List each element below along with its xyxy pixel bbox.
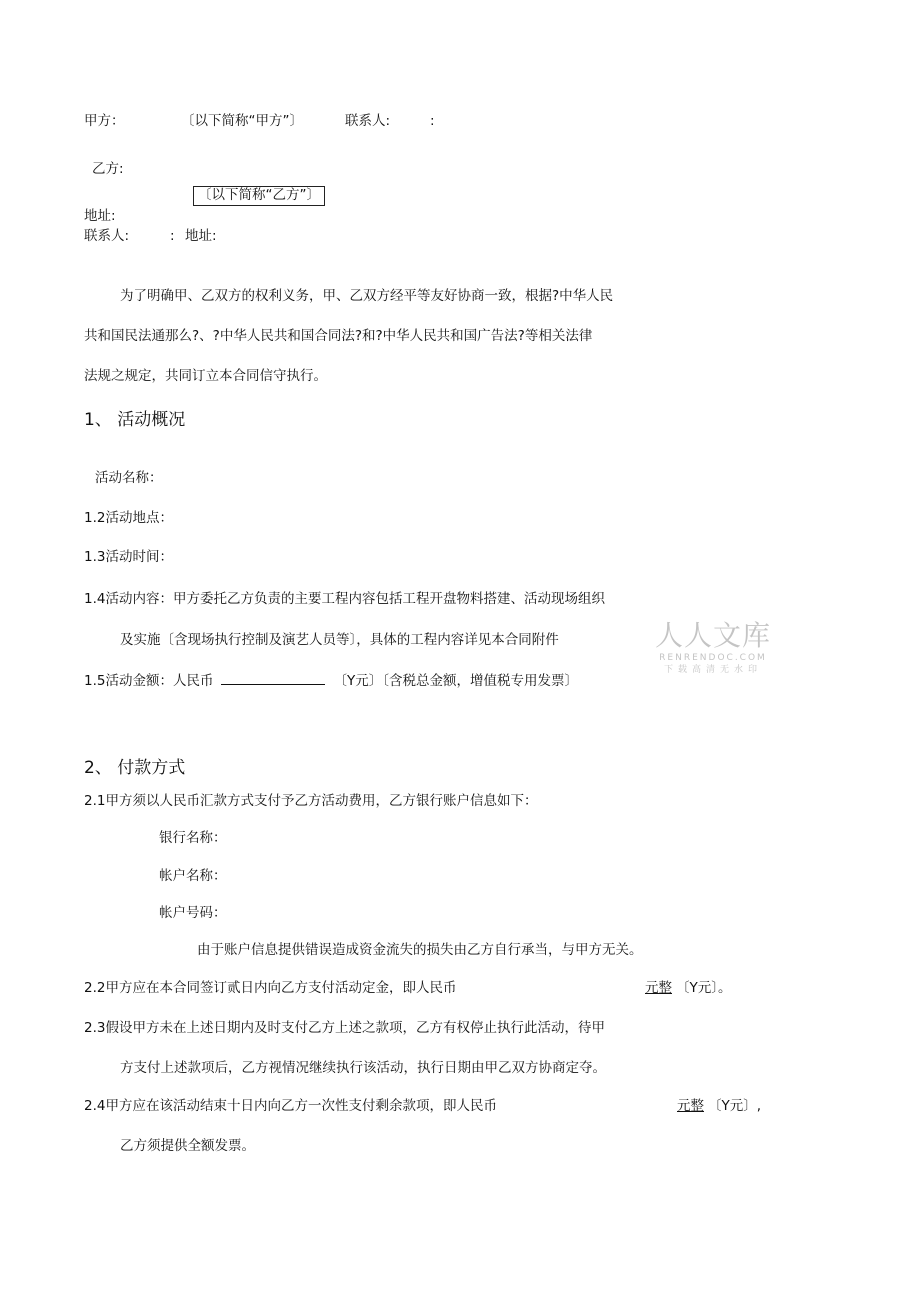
payment-2-2-text: 2.2甲方应在本合同签订贰日内向乙方支付活动定金，即人民币 [84, 980, 457, 996]
activity-time-label: 1.3活动时间： [84, 549, 173, 565]
address-label-2: 地址: [185, 228, 217, 244]
payment-2-4-text: 2.4甲方应在该活动结束十日内向乙方一次性支付剩余款项，即人民币 [84, 1098, 497, 1114]
payment-2-4-unit: 元整 [677, 1098, 704, 1114]
party-a-contact-colon: : [430, 113, 435, 129]
party-a-alias: 〔以下简称“甲方”〕 [181, 113, 303, 129]
watermark-slogan: 下载高清无水印 [663, 665, 762, 675]
payment-2-3-line-2: 方支付上述款项后，乙方视情况继续执行该活动，执行日期由甲乙双方协商定夺。 [120, 1060, 606, 1076]
intro-line-3: 法规之规定，共同订立本合同信守执行。 [84, 368, 327, 384]
payment-2-1: 2.1甲方须以人民币汇款方式支付予乙方活动费用，乙方银行账户信息如下： [84, 793, 538, 809]
party-a-label: 甲方： [84, 113, 125, 129]
account-disclaimer: 由于账户信息提供错误造成资金流失的损失由乙方自行承当，与甲方无关。 [197, 942, 643, 958]
activity-amount-prefix: 1.5活动金额：人民币 [84, 673, 214, 689]
activity-name-label: 活动名称： [95, 470, 163, 486]
activity-content-line-2: 及实施〔含现场执行控制及演艺人员等〕，具体的工程内容详见本合同附件 [120, 632, 559, 648]
watermark-domain: RENRENDOC.COM [659, 653, 767, 663]
section-1-title: 1、 活动概况 [84, 410, 186, 430]
party-a-contact-label: 联系人: [345, 113, 391, 129]
account-name-label: 帐户名称： [159, 868, 227, 884]
intro-line-1: 为了明确甲、乙双方的权利义务，甲、乙双方经平等友好协商一致，根据?中华人民 [120, 288, 614, 304]
activity-amount-blank [221, 674, 325, 685]
party-b-alias: 〔以下简称“乙方”〕 [193, 186, 325, 206]
activity-amount-suffix: 〔Y元〕〔含税总金额，增值税专用发票〕 [333, 673, 578, 689]
intro-line-2: 共和国民法通那么?、?中华人民共和国合同法?和?中华人民共和国广告法?等相关法律 [84, 328, 593, 344]
watermark-main: 人人文库 [654, 619, 771, 652]
party-b-label: 乙方: [92, 161, 124, 177]
payment-2-4-amount: 〔Y元〕, [708, 1098, 762, 1114]
payment-2-2-amount: 〔Y元〕。 [676, 980, 732, 996]
watermark-logo [648, 619, 778, 675]
payment-2-3-line-1: 2.3假设甲方未在上述日期内及时支付乙方上述之款项，乙方有权停止执行此活动，待甲 [84, 1020, 605, 1036]
activity-place-label: 1.2活动地点： [84, 510, 173, 526]
contact-colon: : [170, 228, 175, 244]
activity-amount-line [84, 674, 578, 689]
payment-2-2-unit: 元整 [645, 980, 672, 996]
payment-2-4-line-2: 乙方须提供全额发票。 [120, 1138, 255, 1154]
contact-label: 联系人: [84, 228, 130, 244]
section-2-title: 2、 付款方式 [84, 758, 186, 778]
address-label: 地址: [84, 208, 116, 224]
bank-name-label: 银行名称： [159, 830, 227, 846]
account-number-label: 帐户号码： [159, 905, 227, 921]
activity-content-line-1: 1.4活动内容：甲方委托乙方负责的主要工程内容包括工程开盘物料搭建、活动现场组织 [84, 591, 605, 607]
